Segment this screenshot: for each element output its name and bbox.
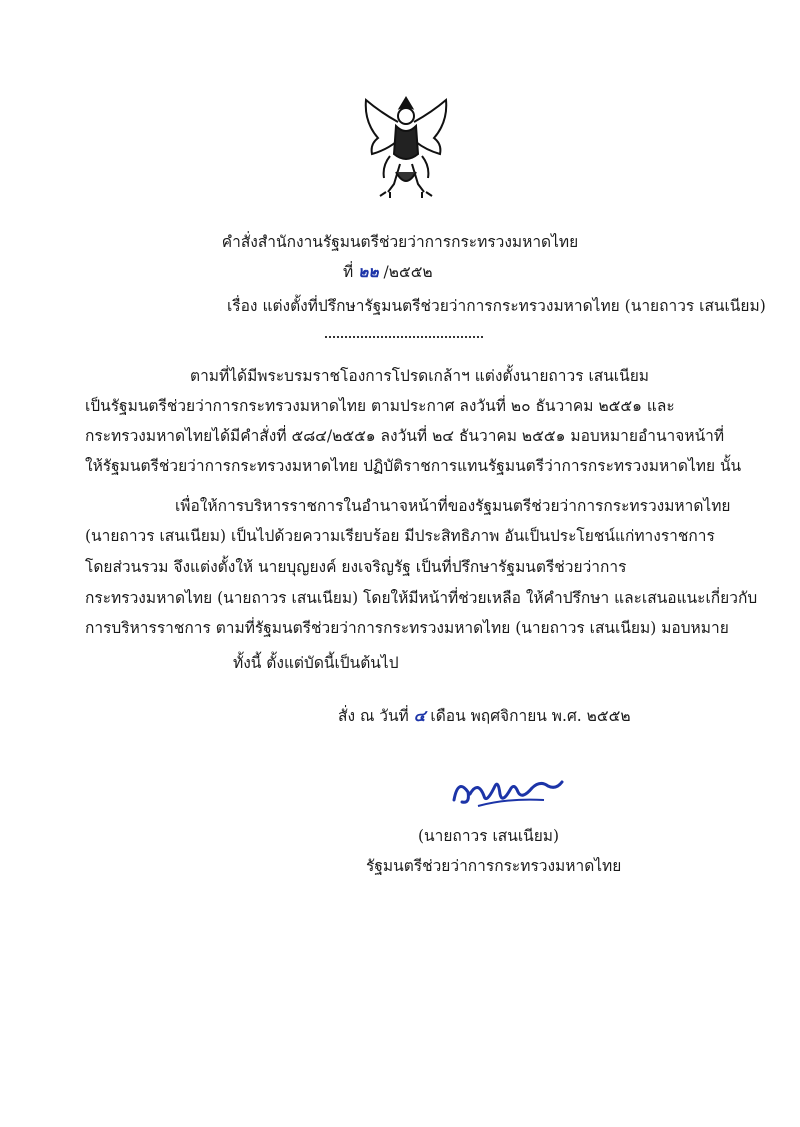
separator-dotted	[325, 336, 483, 338]
subject-line	[227, 295, 766, 317]
paragraph-1-line-1: ตามที่ได้มีพระบรมราชโองการโปรดเกล้าฯ แต่งตั้งนายถาวร เสนเนียม	[190, 367, 649, 385]
date-suffix: เดือน พฤศจิกายน พ.ศ. ๒๕๕๒	[430, 707, 631, 725]
order-heading: คำสั่งสำนักงานรัฐมนตรีช่วยว่าการกระทรวงมหาดไทย	[221, 233, 579, 251]
subject-text: แต่งตั้งที่ปรึกษารัฐมนตรีช่วยว่าการกระทรวงมหาดไทย (นายถาวร เสนเนียม)	[262, 297, 766, 315]
paragraph-1-line-2: เป็นรัฐมนตรีช่วยว่าการกระทรวงมหาดไทย ตามประกาศ ลงวันที่ ๒๐ ธันวาคม ๒๕๕๑ และ	[85, 397, 675, 415]
signature-image	[448, 770, 568, 812]
paragraph-2-line-2: (นายถาวร เสนเนียม) เป็นไปด้วยความเรียบร้อย มีประสิทธิภาพ อันเป็นประโยชน์แก่ทางราชการ	[85, 527, 715, 545]
date-handwritten-day: ๔	[413, 707, 426, 725]
paragraph-2-line-3: โดยส่วนรวม จึงแต่งตั้งให้ นายบุญยงค์ ยงเจริญรัฐ เป็นที่ปรึกษารัฐมนตรีช่วยว่าการ	[85, 558, 627, 576]
order-date	[338, 705, 631, 727]
paragraph-2-line-4: กระทรวงมหาดไทย (นายถาวร เสนเนียม) โดยให้มีหน้าที่ช่วยเหลือ ให้คำปรึกษา และเสนอแนะเกี่ยวกับ	[85, 589, 758, 607]
paragraph-2-line-5: การบริหารราชการ ตามที่รัฐมนตรีช่วยว่าการกระทรวงมหาดไทย (นายถาวร เสนเนียม) มอบหมาย	[85, 619, 729, 637]
garuda-emblem-icon	[360, 92, 452, 200]
effective-clause: ทั้งนี้ ตั้งแต่บัดนี้เป็นต้นไป	[233, 654, 399, 672]
order-number-handwritten: ๒๒	[358, 263, 379, 281]
subject-label: เรื่อง	[227, 297, 258, 315]
order-number-year: /๒๕๕๒	[383, 263, 433, 281]
order-number	[343, 261, 433, 283]
paragraph-2-line-1: เพื่อให้การบริหารราชการในอำนาจหน้าที่ของรัฐมนตรีช่วยว่าการกระทรวงมหาดไทย	[175, 497, 731, 515]
signer-name: (นายถาวร เสนเนียม)	[418, 827, 560, 845]
paragraph-1-line-3: กระทรวงมหาดไทยได้มีคำสั่งที่ ๕๘๔/๒๕๕๑ ลงวันที่ ๒๔ ธันวาคม ๒๕๕๑ มอบหมายอำนาจหน้าที่	[85, 427, 725, 445]
signer-position: รัฐมนตรีช่วยว่าการกระทรวงมหาดไทย	[366, 857, 622, 875]
paragraph-1-line-4: ให้รัฐมนตรีช่วยว่าการกระทรวงมหาดไทย ปฏิบัติราชการแทนรัฐมนตรีว่าการกระทรวงมหาดไทย นั้น	[85, 457, 742, 475]
order-number-prefix: ที่	[343, 263, 354, 281]
date-prefix: สั่ง ณ วันที่	[338, 707, 409, 725]
